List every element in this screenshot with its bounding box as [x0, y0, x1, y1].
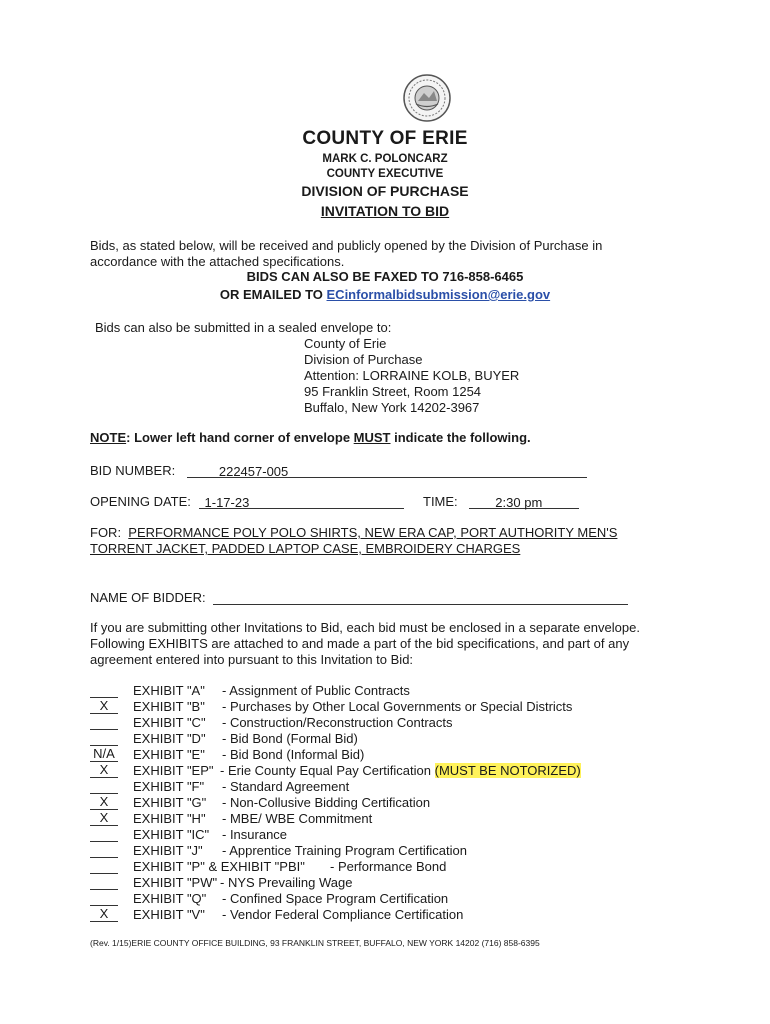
bid-number-label: BID NUMBER:: [90, 463, 176, 478]
bidder-row: [90, 590, 628, 605]
county-title: COUNTY OF ERIE: [302, 128, 468, 149]
bid-number-field[interactable]: [187, 464, 587, 478]
exhibit-code: EXHIBIT "PW": [133, 875, 218, 890]
exhibit-checkbox[interactable]: [90, 731, 118, 746]
note-must: MUST: [353, 430, 391, 445]
exhibit-code: EXHIBIT "C": [133, 715, 206, 730]
division-title: DIVISION OF PURCHASE: [301, 183, 469, 199]
executive-title: COUNTY EXECUTIVE: [326, 168, 444, 180]
exhibit-code: EXHIBIT "A": [133, 683, 205, 698]
exhibit-code: EXHIBIT "V": [133, 907, 205, 922]
intro-text: Bids, as stated below, will be received and publicly opened by the Division of Purchase in accordance with the attached specifications.: [90, 238, 603, 269]
exhibit-code: EXHIBIT "G": [133, 795, 207, 810]
bidder-label: NAME OF BIDDER:: [90, 590, 206, 605]
note: [90, 430, 531, 446]
exhibit-checkbox[interactable]: [90, 875, 118, 890]
exhibit-code: EXHIBIT "D": [133, 731, 206, 746]
opening-date-label: OPENING DATE:: [90, 494, 191, 509]
exhibit-code: EXHIBIT "H": [133, 811, 206, 826]
exhibit-description: - Standard Agreement: [222, 779, 350, 794]
address-line: 95 Franklin Street, Room 1254: [304, 384, 482, 399]
exhibit-code: EXHIBIT "J": [133, 843, 203, 858]
exhibit-description: - Purchases by Other Local Governments or Special Districts: [222, 699, 573, 714]
for-text: PERFORMANCE POLY POLO SHIRTS, NEW ERA CAP, PORT AUTHORITY MEN'S TORRENT JACKET, PADDED LAPTOP CASE, EMBROIDERY CHARGES: [90, 525, 618, 556]
exhibit-checkbox[interactable]: [90, 891, 118, 906]
sealed-text: Bids can also be submitted in a sealed envelope to:: [95, 320, 392, 335]
county-seal-icon: [402, 73, 452, 123]
exhibit-code: EXHIBIT "Q": [133, 891, 207, 906]
note-text-end: indicate the following.: [390, 430, 531, 445]
exhibit-checkbox[interactable]: [90, 779, 118, 794]
exhibit-checkbox[interactable]: X: [90, 795, 118, 810]
exhibit-highlight: (MUST BE NOTORIZED): [434, 763, 581, 778]
exhibit-checkbox[interactable]: N/A: [90, 747, 118, 762]
exhibit-checkbox[interactable]: [90, 843, 118, 858]
time-label: TIME:: [423, 494, 458, 509]
exhibit-description: - NYS Prevailing Wage: [220, 875, 353, 890]
time-field[interactable]: [469, 495, 579, 509]
exhibit-code: EXHIBIT "EP": [133, 763, 214, 778]
exhibit-checkbox[interactable]: X: [90, 763, 118, 778]
exhibit-code: EXHIBIT "IC": [133, 827, 210, 842]
exhibit-checkbox[interactable]: X: [90, 907, 118, 922]
exhibit-checkbox[interactable]: [90, 683, 118, 698]
exhibit-checkbox[interactable]: [90, 715, 118, 730]
fax-line: BIDS CAN ALSO BE FAXED TO 716-858-6465: [246, 269, 524, 284]
executive-name: MARK C. POLONCARZ: [322, 153, 448, 165]
bid-number-row: [90, 463, 587, 478]
email-line: [0, 287, 770, 302]
footer: (Rev. 1/15)ERIE COUNTY OFFICE BUILDING, 93 FRANKLIN STREET, BUFFALO, NEW YORK 14202 (716) 858-6395: [90, 938, 540, 948]
opening-date-row: [90, 494, 404, 509]
bid-number-value: 222457-005: [218, 464, 289, 479]
exhibit-code: EXHIBIT "P" & EXHIBIT "PBI": [133, 859, 305, 874]
for-row: [90, 525, 660, 557]
opening-date-field[interactable]: [199, 495, 404, 509]
exhibit-checkbox[interactable]: X: [90, 811, 118, 826]
exhibit-description: - MBE/ WBE Commitment: [222, 811, 373, 826]
for-label: FOR:: [90, 525, 122, 540]
address-line: Division of Purchase: [304, 352, 423, 367]
note-label: NOTE: [90, 430, 127, 445]
exhibit-checkbox[interactable]: [90, 859, 118, 874]
exhibit-description: - Bid Bond (Formal Bid): [222, 731, 358, 746]
exhibit-description: - Confined Space Program Certification: [222, 891, 449, 906]
time-value: 2:30 pm: [495, 495, 543, 510]
exhibit-code: EXHIBIT "E": [133, 747, 205, 762]
exhibit-checkbox[interactable]: X: [90, 699, 118, 714]
exhibit-code: EXHIBIT "B": [133, 699, 205, 714]
exhibit-description: - Non-Collusive Bidding Certification: [222, 795, 431, 810]
address-line: County of Erie: [304, 336, 387, 351]
exhibits-intro: If you are submitting other Invitations to Bid, each bid must be enclosed in a separate envelope. Following EXHIBITS are attached to and made a part of the bid specifications, and part of any agreement entered into pursuant to this Invitation to Bid:: [90, 620, 640, 667]
exhibit-description: - Bid Bond (Informal Bid): [222, 747, 365, 762]
note-text: : Lower left hand corner of envelope: [126, 430, 354, 445]
exhibit-description: - Erie County Equal Pay Certification (MUST BE NOTORIZED): [220, 763, 581, 778]
opening-date-value: 1-17-23: [204, 495, 250, 510]
exhibit-description: - Apprentice Training Program Certification: [222, 843, 467, 858]
exhibit-checkbox[interactable]: [90, 827, 118, 842]
address-line: Attention: LORRAINE KOLB, BUYER: [304, 368, 520, 383]
time-row: [423, 494, 579, 509]
exhibit-description: - Construction/Reconstruction Contracts: [222, 715, 453, 730]
exhibit-code: EXHIBIT "F": [133, 779, 205, 794]
email-link[interactable]: ECinformalbidsubmission@erie.gov: [326, 287, 551, 302]
exhibit-description: - Vendor Federal Compliance Certification: [222, 907, 464, 922]
document-title: INVITATION TO BID: [320, 203, 450, 219]
exhibit-description: - Insurance: [222, 827, 288, 842]
exhibit-description: - Assignment of Public Contracts: [222, 683, 410, 698]
address-line: Buffalo, New York 14202-3967: [304, 400, 480, 415]
exhibit-description: - Performance Bond: [330, 859, 447, 874]
bidder-name-field[interactable]: [213, 590, 628, 605]
email-prefix: OR EMAILED TO: [219, 287, 327, 302]
